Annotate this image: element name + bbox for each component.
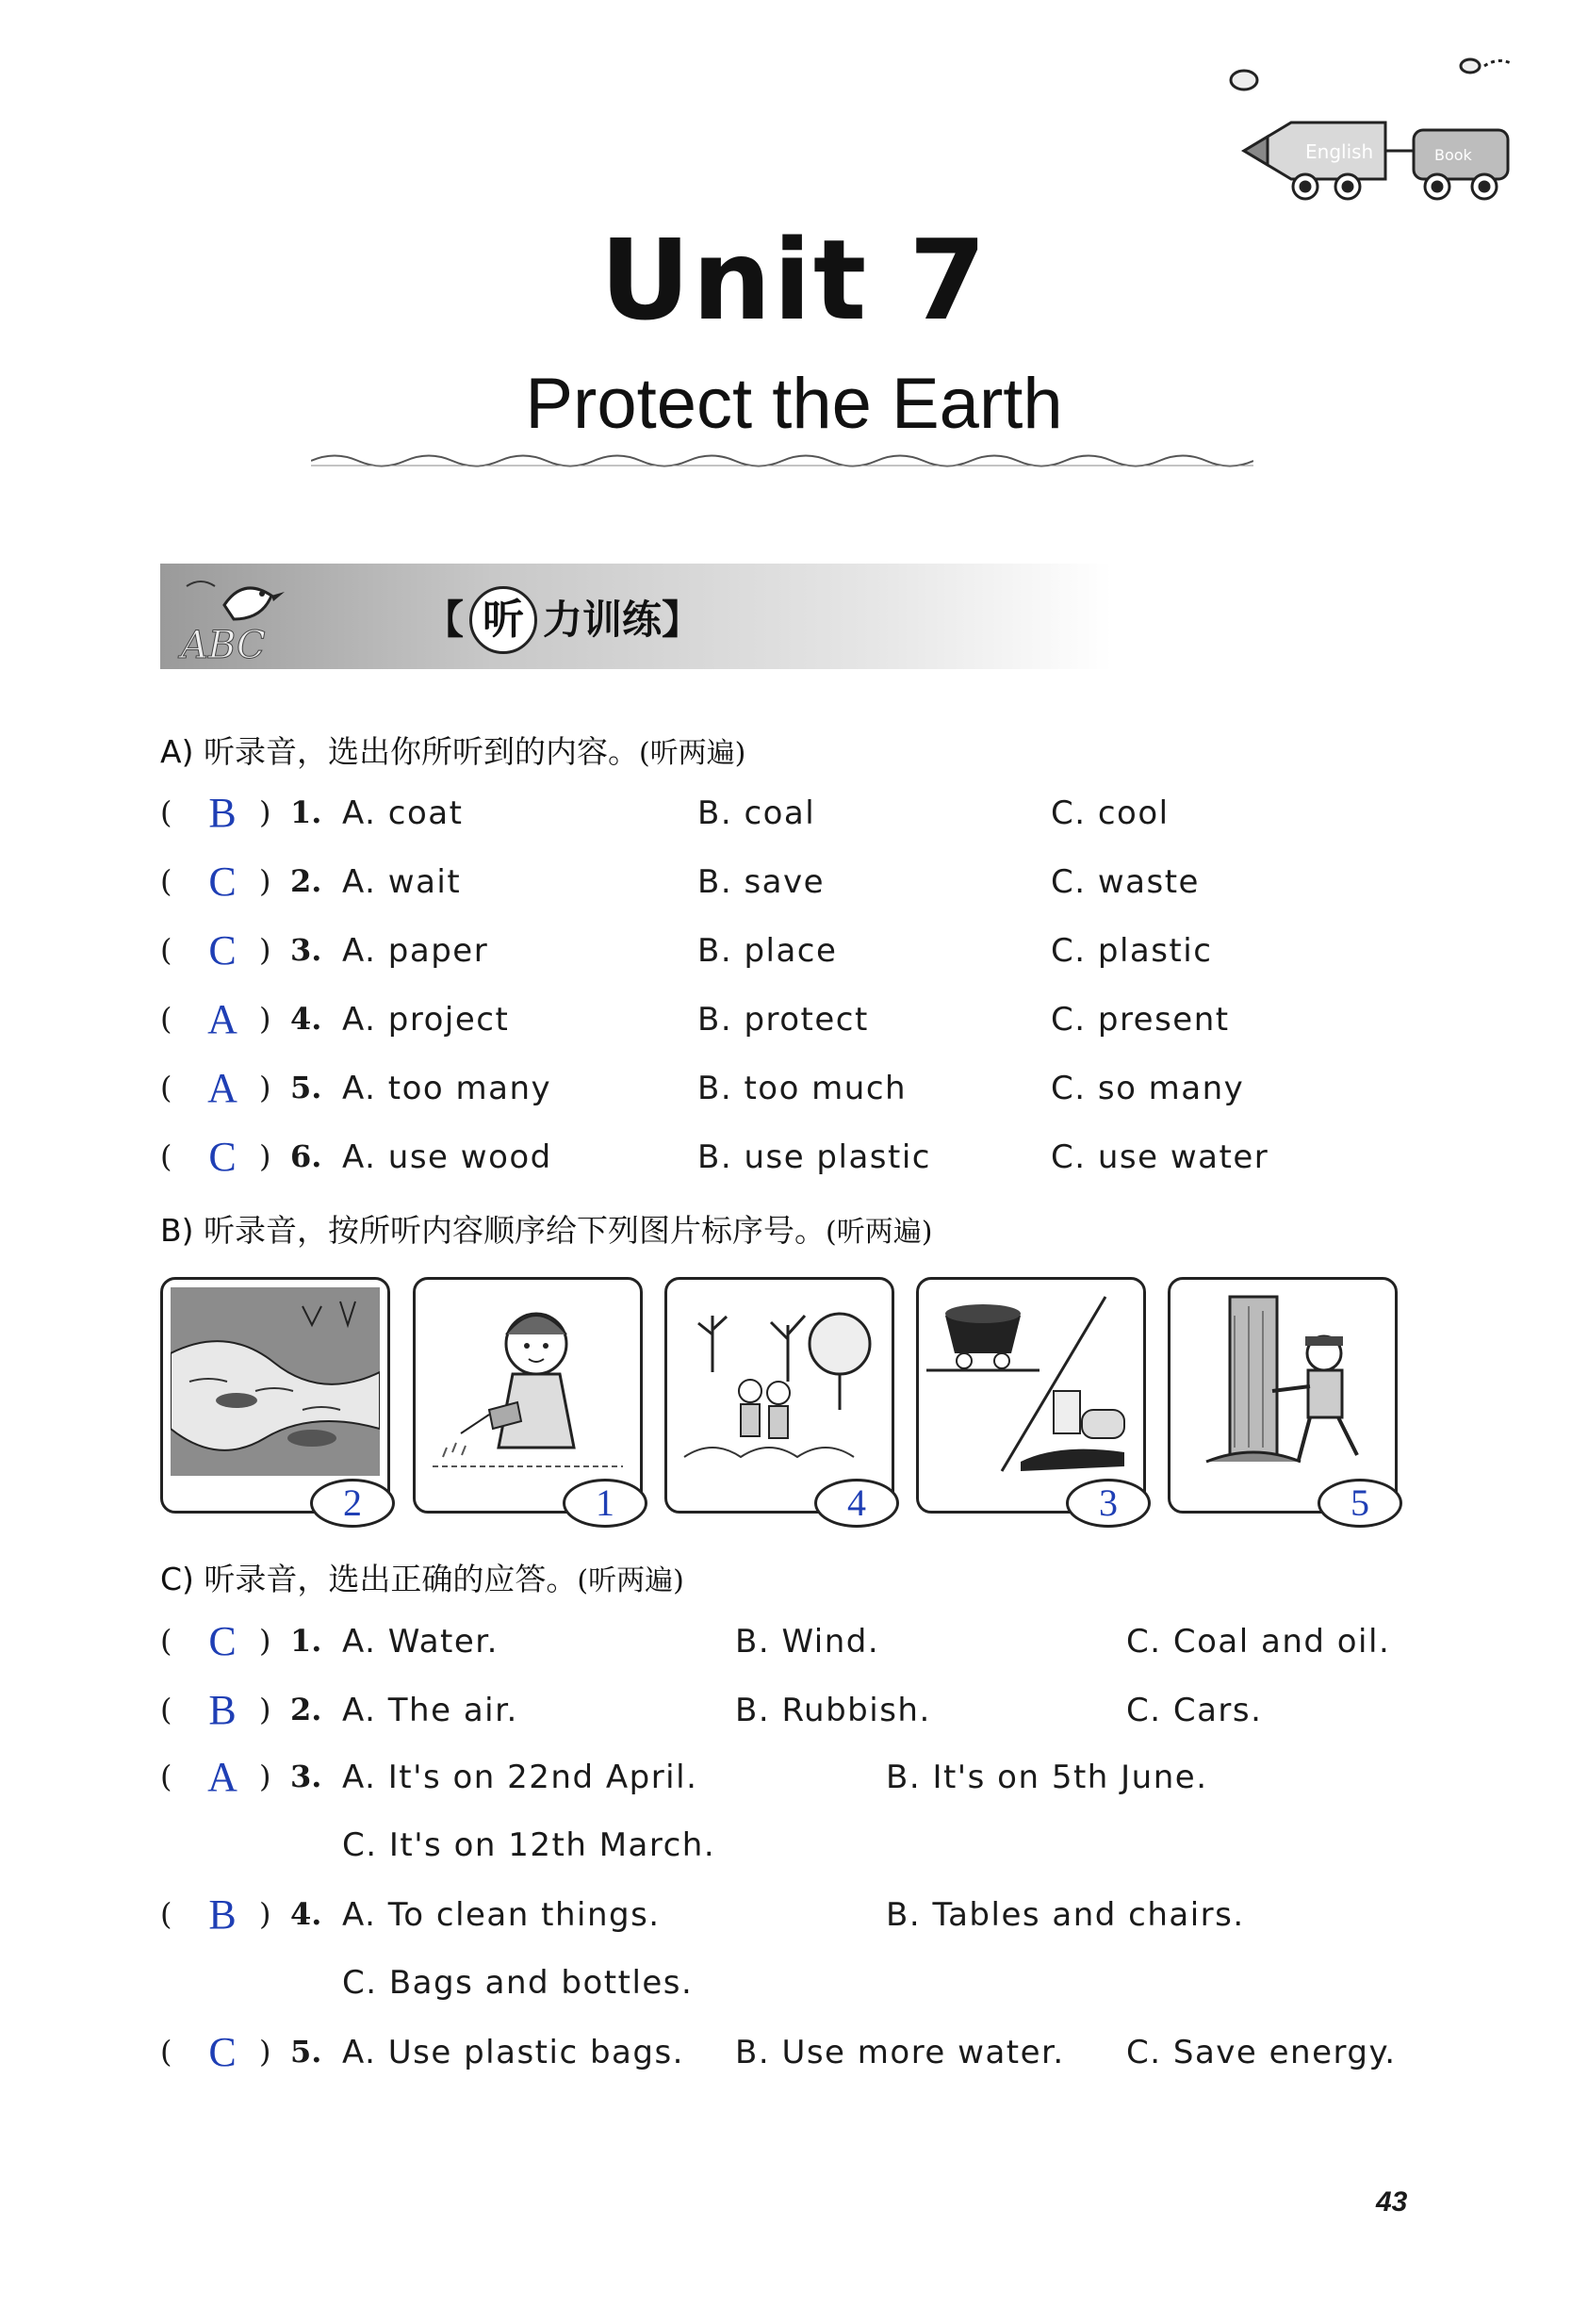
option-a: A. Water. <box>342 1623 499 1661</box>
option-c: C. waste <box>1051 863 1200 901</box>
man-cutting-tree-icon <box>1178 1287 1387 1476</box>
answer-mark: C <box>208 859 237 905</box>
question-a2: ( C ) 2. A. wait B. save C. waste <box>160 859 1200 905</box>
page-number: 43 <box>1376 2186 1408 2218</box>
option-a: A. Use plastic bags. <box>342 2034 684 2071</box>
section-b-heading: B) 听录音，按所听内容顺序给下列图片标序号。(听两遍) <box>160 1212 933 1249</box>
option-b: B. too much <box>697 1070 908 1107</box>
picture-children-planting <box>664 1277 894 1524</box>
question-a6: ( C ) 6. A. use wood B. use plastic C. use water <box>160 1134 1269 1180</box>
picture-man-cutting-tree <box>1168 1277 1398 1524</box>
question-c4: ( B ) 4. A. To clean things. B. Tables and chairs. C. Bags and bottles. <box>160 1891 1245 2002</box>
question-c2: ( B ) 2. A. The air. B. Rubbish. C. Cars. <box>160 1687 1263 1733</box>
question-a3: ( C ) 3. A. paper B. place C. plastic <box>160 927 1213 974</box>
answer-mark: B <box>208 1687 237 1733</box>
children-planting-icon <box>675 1287 884 1476</box>
option-b: B. Use more water. <box>735 2034 1065 2071</box>
option-c: C. cool <box>1051 794 1170 832</box>
option-c: C. use water <box>1051 1138 1269 1176</box>
picture-order-label: 1 <box>563 1479 647 1528</box>
option-b: B. protect <box>697 1001 869 1039</box>
question-c1: ( C ) 1. A. Water. B. Wind. C. Coal and oil. <box>160 1618 1391 1664</box>
picture-coal-and-oil <box>916 1277 1146 1524</box>
polluted-river-icon <box>171 1287 380 1476</box>
option-c: C. present <box>1051 1001 1230 1039</box>
svg-text:Book: Book <box>1434 146 1472 164</box>
answer-mark: C <box>208 927 237 974</box>
picture-order-label: 4 <box>814 1479 899 1528</box>
option-a: A. too many <box>342 1070 552 1107</box>
option-b: B. place <box>697 932 838 970</box>
option-a: A. coat <box>342 794 464 832</box>
question-c3: ( A ) 3. A. It's on 22nd April. B. It's on 5th June. C. It's on 12th March. <box>160 1754 1208 1864</box>
option-c: C. It's on 12th March. <box>342 1826 716 1864</box>
option-b: B. coal <box>697 794 816 832</box>
pencil-train-icon <box>1216 57 1527 207</box>
option-a: A. It's on 22nd April. <box>342 1759 698 1796</box>
unit-title: Unit 7 <box>599 215 989 345</box>
option-c: C. plastic <box>1051 932 1213 970</box>
answer-mark: C <box>208 2029 237 2075</box>
picture-order-label: 3 <box>1066 1479 1151 1528</box>
banner-circle-char: 听 <box>469 586 537 654</box>
section-a-heading: A) 听录音，选出你所听到的内容。(听两遍) <box>160 733 746 770</box>
title-underline-wave <box>311 450 1253 471</box>
coal-and-oil-icon <box>926 1287 1136 1476</box>
picture-order-label: 5 <box>1318 1479 1402 1528</box>
answer-mark: B <box>208 790 237 836</box>
option-c: C. Bags and bottles. <box>342 1964 694 2002</box>
option-b: B. It's on 5th June. <box>886 1759 1208 1796</box>
answer-mark: C <box>208 1618 237 1664</box>
option-c: C. so many <box>1051 1070 1245 1107</box>
picture-girl-watering <box>413 1277 643 1524</box>
picture-polluted-river <box>160 1277 390 1524</box>
girl-watering-icon <box>423 1287 632 1476</box>
option-a: A. wait <box>342 863 462 901</box>
bird-abc-icon <box>168 567 319 665</box>
option-a: A. project <box>342 1001 510 1039</box>
option-a: A. To clean things. <box>342 1896 661 1934</box>
answer-mark: C <box>208 1134 237 1180</box>
section-c-heading: C) 听录音，选出正确的应答。(听两遍) <box>160 1561 684 1597</box>
unit-subtitle: Protect the Earth <box>525 364 1063 444</box>
answer-mark: A <box>207 996 237 1042</box>
svg-text:ABC: ABC <box>181 624 266 665</box>
option-b: B. Wind. <box>735 1623 880 1661</box>
banner-title: 【 听 力训练】 <box>424 586 701 654</box>
question-a4: ( A ) 4. A. project B. protect C. present <box>160 996 1230 1042</box>
option-a: A. The air. <box>342 1692 518 1729</box>
option-a: A. use wood <box>342 1138 552 1176</box>
option-c: C. Save energy. <box>1126 2034 1397 2071</box>
answer-mark: A <box>207 1065 237 1111</box>
answer-mark: B <box>208 1891 237 1938</box>
answer-mark: A <box>207 1754 237 1800</box>
option-a: A. paper <box>342 932 489 970</box>
option-c: C. Cars. <box>1126 1692 1263 1729</box>
listening-section-banner <box>160 564 1112 669</box>
picture-order-label: 2 <box>310 1479 395 1528</box>
question-a5: ( A ) 5. A. too many B. too much C. so many <box>160 1065 1245 1111</box>
question-a1: ( B ) 1. A. coat B. coal C. cool <box>160 790 1170 836</box>
option-b: B. save <box>697 863 826 901</box>
question-c5: ( C ) 5. A. Use plastic bags. B. Use more water. C. Save energy. <box>160 2029 1397 2075</box>
option-b: B. Rubbish. <box>735 1692 931 1729</box>
option-c: C. Coal and oil. <box>1126 1623 1391 1661</box>
option-b: B. use plastic <box>697 1138 931 1176</box>
svg-text:English: English <box>1305 140 1374 163</box>
option-b: B. Tables and chairs. <box>886 1896 1245 1934</box>
